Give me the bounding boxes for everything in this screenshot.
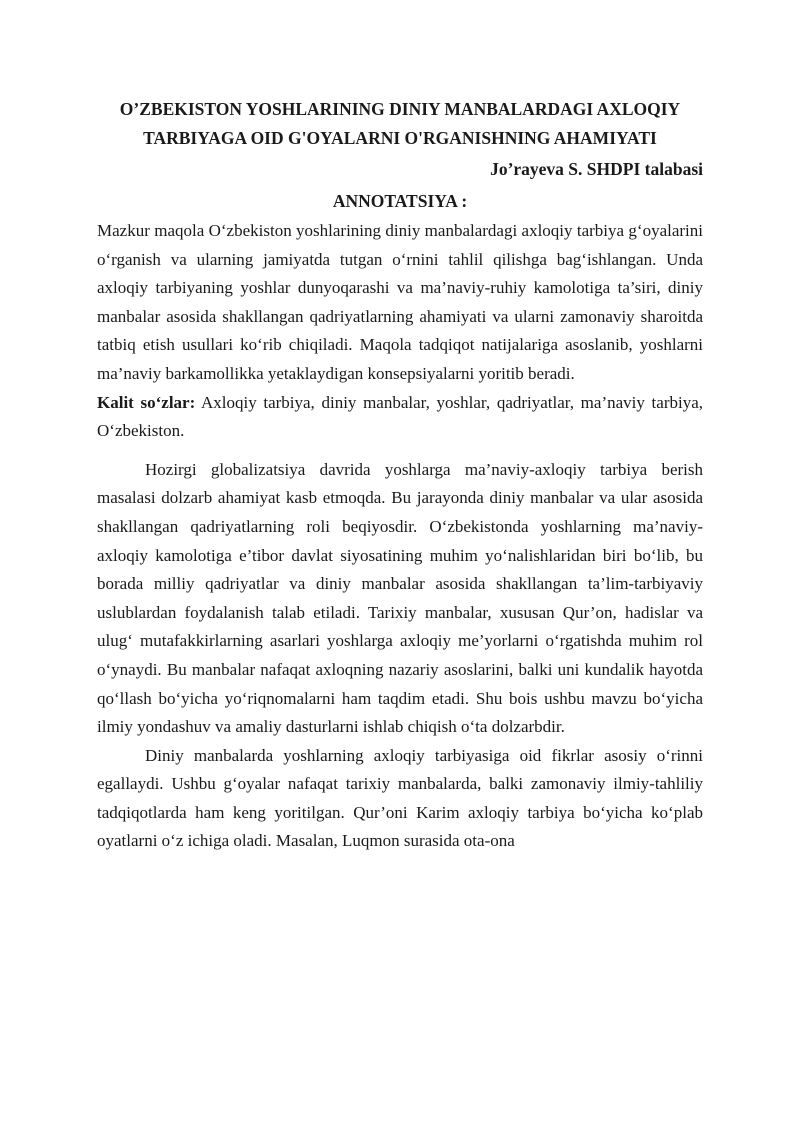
body-paragraph-1: Hozirgi globalizatsiya davrida yoshlarga ma’naviy-axloqiy tarbiya berish masalasi dolzarb ahamiyat kasb etmoqda. Bu jarayonda diniy manbalar va ular asosida shakllangan qadriyatlarning roli beqiyosdir. O‘zbekistonda yoshlarning ma’naviy-axloqiy kamolotiga e’tibor davlat siyosatining muhim yo‘nalishlaridan biri bo‘lib, bu borada milliy qadriyatlar va diniy manbalar asosida shakllangan ta’lim-tarbiyaviy uslublardan foydalanish talab etiladi. Tarixiy manbalar, xususan Qur’on, hadislar va ulug‘ mutafakkirlarning asarlari yoshlarga axloqiy me’yorlarni o‘rgatishda muhim rol o‘ynaydi. Bu manbalar nafaqat axloqning nazariy asoslarini, balki uni kundalik hayotda qo‘llash bo‘yicha yo‘riqnomalarni ham taqdim etadi. Shu bois ushbu mavzu bo‘yicha ilmiy yondashuv va amaliy dasturlarni ishlab chiqish o‘ta dolzarbdir. [97,459,703,737]
body-paragraph-2: Diniy manbalarda yoshlarning axloqiy tarbiyasiga oid fikrlar asosiy o‘rinni egallaydi. Ushbu g‘oyalar nafaqat tarixiy manbalarda, balki zamonaviy ilmiy-tahliliy tadqiqotlarda ham keng yoritilgan. Qur’oni Karim axloqiy tarbiya bo‘yicha ko‘plab oyatlarni o‘z ichiga oladi. Masalan, Luqmon surasida ota-ona [97,745,703,851]
article-title [97,95,703,153]
annotation-heading: ANNOTATSIYA : [332,191,468,211]
author-line: Jo’rayeva S. SHDPI talabasi [490,159,703,179]
keywords-label: Kalit so‘zlar: [97,392,196,412]
keywords-paragraph [97,389,703,446]
keywords-text: Axloqiy tarbiya, diniy manbalar, yoshlar, qadriyatlar, ma’naviy tarbiya, O‘zbekiston. [97,392,703,441]
abstract-paragraph: Mazkur maqola O‘zbekiston yoshlarining diniy manbalardagi axloqiy tarbiya g‘oyalarini o‘rganish va ularning jamiyatda tutgan o‘rnini tahlil qilishga bag‘ishlangan. Unda axloqiy tarbiyaning yoshlar dunyoqarashi va ma’naviy-ruhiy kamolotiga ta’siri, diniy manbalar asosida shakllangan qadriyatlarning ahamiyati va ularni zamonaviy sharoitda tatbiq etish usullari ko‘rib chiqiladi. Maqola tadqiqot natijalariga asoslanib, yoshlarni ma’naviy barkamollikka yetaklaydigan konsepsiyalarni yoritib beradi. [97,221,703,383]
document-page [97,95,703,856]
title-line-1: O’ZBEKISTON YOSHLARINING DINIY MANBALARDAGI AXLOQIY [119,99,681,119]
title-line-2: TARBIYAGA OID G'OYALARNI O'RGANISHNING AHAMIYATI [143,128,657,148]
